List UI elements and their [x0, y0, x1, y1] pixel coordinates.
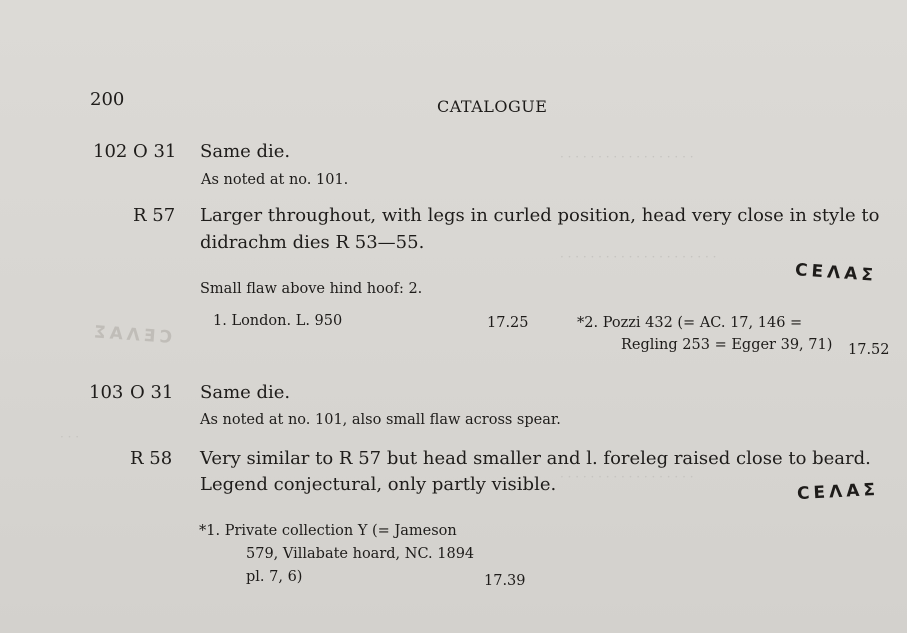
- specimen-label-line3: pl. 7, 6): [246, 569, 303, 585]
- reverse-die: R 58: [130, 448, 173, 469]
- obverse-die: O 31: [133, 141, 177, 162]
- reverse-description-line1: Very similar to R 57 but head smaller and l. foreleg raised close to beard.: [200, 448, 871, 469]
- reverse-legend: CΕΛΑΣ: [794, 260, 878, 286]
- specimen-label-line1: *1. Private collection Y (= Jameson: [199, 523, 457, 539]
- specimen-weight: 17.25: [487, 315, 529, 331]
- specimen-weight: 17.52: [848, 342, 890, 358]
- entry-number: 102: [93, 141, 128, 162]
- running-title: CATALOGUE: [437, 97, 548, 116]
- mirrored-legend-show-through: CΕΛΑΣ: [89, 322, 173, 348]
- show-through-text: · · ·: [60, 430, 80, 444]
- specimen-label-line1: *2. Pozzi 432 (= AC. 17, 146 =: [577, 315, 803, 331]
- specimen-label-line2: 579, Villabate hoard, NC. 1894: [246, 546, 475, 562]
- show-through-text: · · · · · · · · · · · · · · · · · ·: [560, 470, 694, 484]
- specimen-weight: 17.39: [484, 573, 526, 589]
- obverse-description: Same die.: [200, 141, 291, 162]
- specimen-label: 1. London. L. 950: [213, 313, 343, 329]
- entry-number: 103: [89, 382, 124, 403]
- page-number: 200: [90, 89, 125, 110]
- reverse-legend: CΕΛΑΣ: [796, 479, 880, 505]
- reverse-die: R 57: [133, 205, 176, 226]
- show-through-text: · · · · · · · · · · · · · · · · · · · · ·: [560, 250, 717, 264]
- show-through-text: · · · · · · · · · · · · · · · · · ·: [560, 150, 694, 164]
- obverse-note: As noted at no. 101.: [201, 172, 349, 188]
- specimen-label-line2: Regling 253 = Egger 39, 71): [621, 337, 833, 353]
- reverse-description-line1: Larger throughout, with legs in curled position, head very close in style to: [200, 205, 880, 226]
- obverse-die: O 31: [130, 382, 174, 403]
- reverse-description-line2: didrachm dies R 53—55.: [200, 232, 425, 253]
- obverse-description: Same die.: [200, 382, 291, 403]
- obverse-note: As noted at no. 101, also small flaw across spear.: [200, 412, 561, 428]
- reverse-note: Small flaw above hind hoof: 2.: [200, 281, 423, 297]
- reverse-description-line2: Legend conjectural, only partly visible.: [200, 474, 557, 495]
